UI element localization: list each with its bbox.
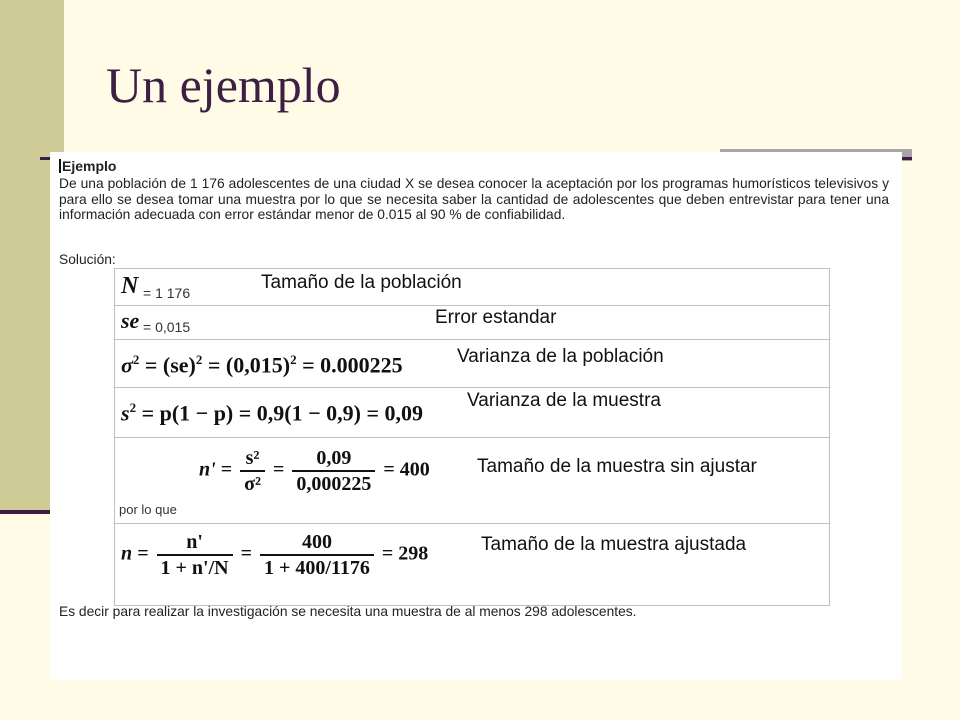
- tag-adjusted-sample-size: Tamaño de la muestra ajustada: [481, 534, 747, 555]
- row-sample-variance: [115, 387, 829, 438]
- population-value: = 1 176: [143, 285, 191, 301]
- text-cursor: [59, 159, 61, 173]
- row-standard-error: [115, 305, 829, 340]
- document-heading: Ejemplo: [59, 158, 116, 174]
- left-band-rule: [0, 510, 56, 514]
- problem-statement: De una población de 1 176 adolescentes de una ciudad X se desea conocer la aceptación por los programas humorísticos televisivos y para ello se desea tomar una muestra por lo que se necesita saber la cantidad de adolescentes que deben entrevistar para tener una información adecuada con error estándar menor de 0.015 al 90 % de confiabilidad.: [59, 176, 889, 223]
- solution-table: [114, 268, 830, 606]
- population-variance-equation: $\sigma^2 = (se)^2 = (0,015)^2 = 0.000225$: [121, 352, 403, 378]
- tag-unadjusted-sample-size: Tamaño de la muestra sin ajustar: [477, 456, 757, 477]
- conclusion-text: Es decir para realizar la investigación se necesita una muestra de al menos 298 adolescentes.: [59, 604, 637, 619]
- slide-title: Un ejemplo: [106, 57, 341, 113]
- tag-population-size: Tamaño de la población: [261, 272, 462, 293]
- tag-population-variance: Varianza de la población: [457, 346, 664, 367]
- document-image: [50, 152, 902, 680]
- tag-sample-variance: Varianza de la muestra: [467, 390, 661, 411]
- standard-error-value: = 0,015: [143, 319, 191, 335]
- row-population-variance: [115, 339, 829, 388]
- row-unadjusted-sample-size: [115, 437, 829, 524]
- sample-variance-equation: $s^2 = p(1 - p) = 0,9(1 - 0,9) = 0,09$: [121, 400, 424, 426]
- adjusted-sample-size-equation: n = $\frac{n'}{1 + n'/N}$ = $\frac{400}{1 + 400/1176}$ = 298: [121, 531, 429, 579]
- symbol-se: se: [121, 308, 140, 333]
- unadjusted-sample-size-equation: n' = $\frac{\text{s²}}{\text{σ²}}$ = $\frac{0,09}{0,000225}$ = 400: [199, 447, 430, 495]
- por-lo-que-note: por lo que: [119, 502, 177, 517]
- tag-standard-error: Error estandar: [435, 307, 557, 328]
- solution-label: Solución:: [59, 252, 116, 267]
- row-adjusted-sample-size: [115, 523, 829, 606]
- symbol-n: N: [121, 273, 139, 299]
- row-population-size: [115, 269, 829, 305]
